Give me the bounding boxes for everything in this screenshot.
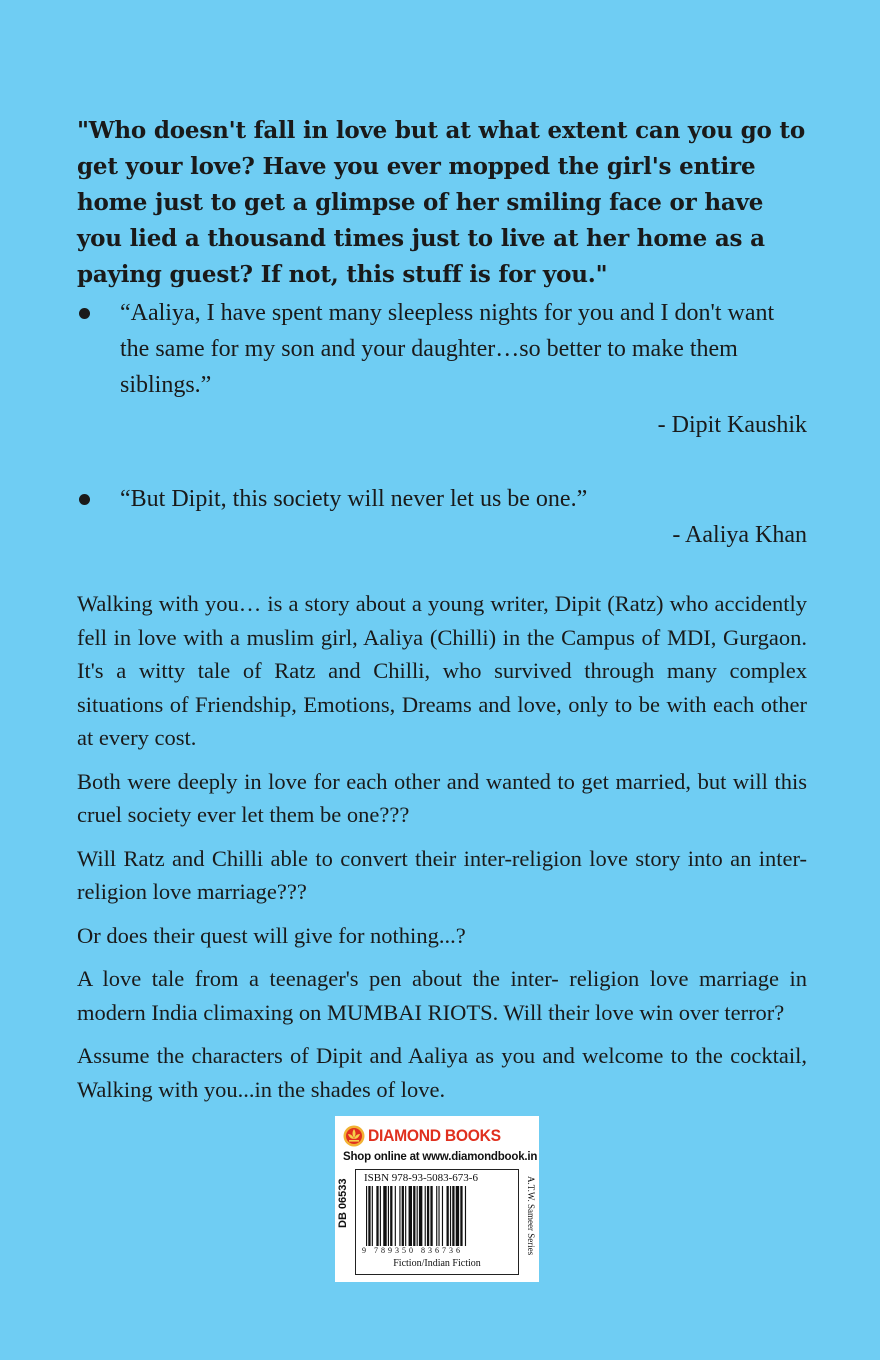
quote-attribution: - Aaliya Khan	[672, 522, 807, 548]
quote-text: “Aaliya, I have spent many sleepless nights for you and I don't want the same for my son and your daughter…so better to make them siblings.”	[120, 300, 775, 398]
synopsis-paragraph: Walking with you… is a story about a young writer, Dipit (Ratz) who accidently fell in love with a muslim girl, Aaliya (Chilli) in the Campus of MDI, Gurgaon. It's a witty tale of Ratz and Chilli, who survived through many complex situations of Friendship, Emotions, Dreams and love, only to be with each other at every cost.	[77, 591, 807, 750]
publisher-name: DIAMOND BOOKS	[368, 1126, 501, 1145]
hook-text: "Who doesn't fall in love but at what extent can you go to get your love? Have you ever mopped the girl's entire home just to get a glimpse of her smiling face or have you lied a thousand times just to live at her home as a paying guest? If not, this stuff is for you."	[77, 117, 805, 288]
barcode-box	[355, 1169, 519, 1275]
synopsis-paragraph: Or does their quest will give for nothing...?	[77, 922, 466, 948]
barcode-digits: 9 789350 836736	[362, 1246, 463, 1255]
synopsis-paragraph: Will Ratz and Chilli able to convert their inter-religion love story into an inter-religion love marriage???	[77, 845, 807, 904]
quote-item	[77, 481, 807, 553]
quote-text: “But Dipit, this society will never let us be one.”	[120, 486, 588, 512]
lotus-icon	[343, 1125, 365, 1147]
publisher-block	[335, 1116, 539, 1282]
barcode-icon	[364, 1186, 510, 1246]
quote-attribution: - Dipit Kaushik	[657, 412, 807, 438]
catalog-code: DB 06533	[337, 1178, 349, 1228]
series-text: A.T.W. Sameer Series	[526, 1176, 536, 1256]
quote-item	[77, 295, 807, 443]
synopsis-paragraph: A love tale from a teenager's pen about the inter- religion love marriage in modern India climaxing on MUMBAI RIOTS. Will their love win over terror?	[77, 966, 807, 1025]
synopsis-paragraph: Assume the characters of Dipit and Aaliya as you and welcome to the cocktail, Walking with you...in the shades of love.	[77, 1043, 807, 1102]
shop-online-text: Shop online at www.diamondbook.in	[343, 1151, 538, 1163]
isbn-text: ISBN 978-93-5083-673-6	[364, 1172, 478, 1184]
genre-text: Fiction/Indian Fiction	[393, 1258, 481, 1269]
back-cover-text	[77, 113, 807, 1116]
publisher-brand	[343, 1124, 512, 1148]
synopsis-paragraph: Both were deeply in love for each other and wanted to get married, but will this cruel society ever let them be one???	[77, 768, 807, 827]
bullet-icon	[79, 494, 90, 505]
bullet-icon	[79, 308, 90, 319]
